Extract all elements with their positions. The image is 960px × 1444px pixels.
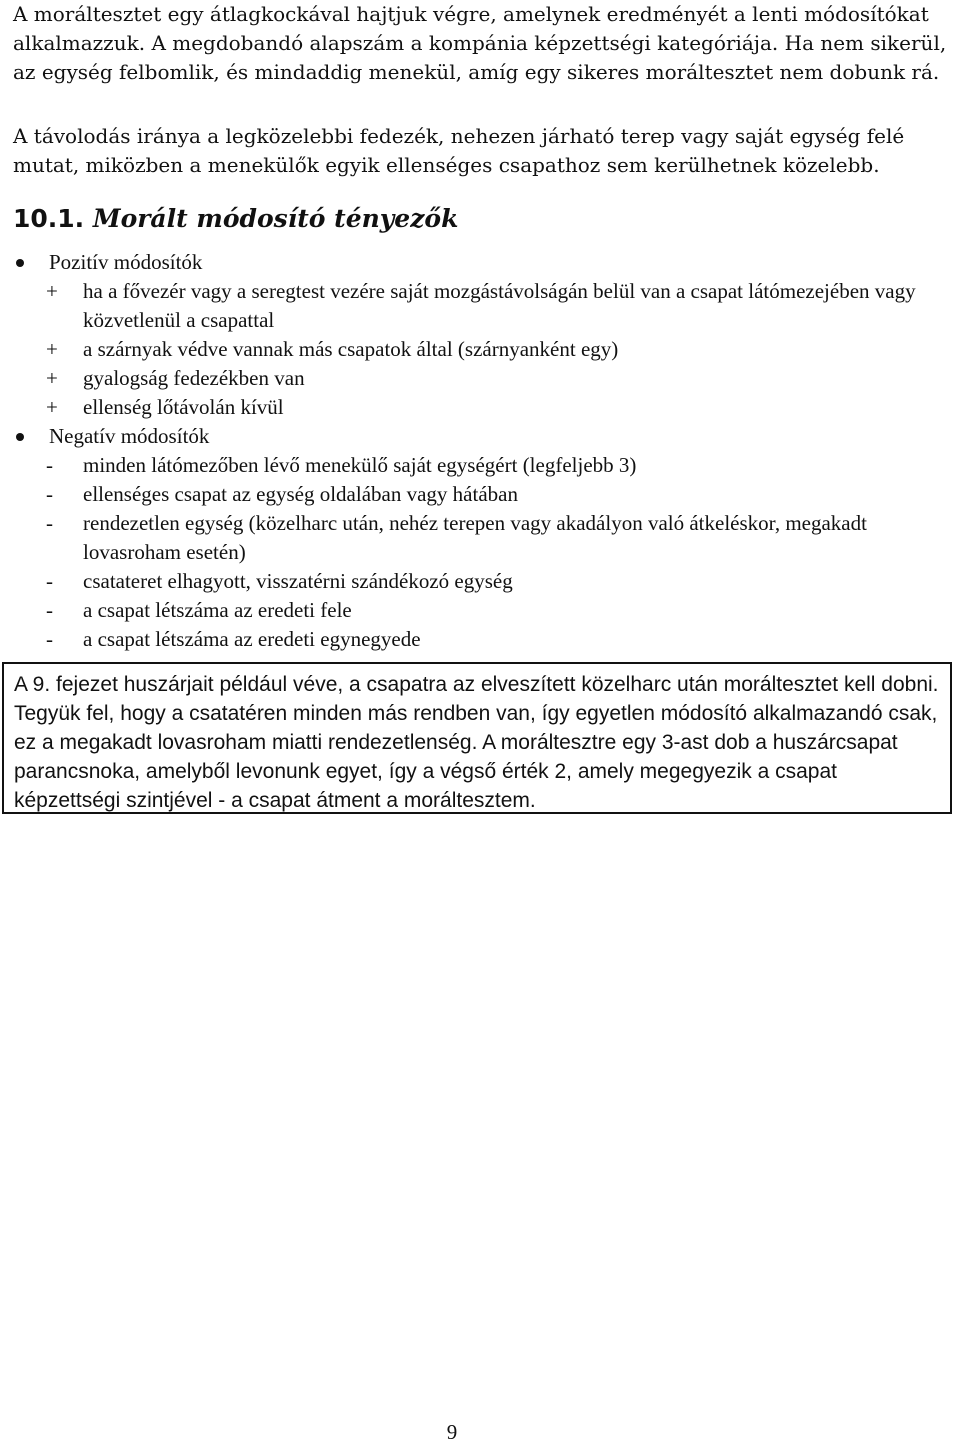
bullet-icon xyxy=(16,259,24,267)
section-title: Morált módosító tényezők xyxy=(92,204,459,233)
list-item-text: ha a fővezér vagy a seregtest vezére saját mozgástávolságán belül van a csapat látómezejében vagy közvetlenül a csapattal xyxy=(83,279,916,332)
intro-paragraph: A moráltesztet egy átlagkockával hajtjuk végre, amelynek eredményét a lenti módosítókat alkalmazzuk. A megdobandó alapszám a kompánia képzettségi kategóriája. Ha nem sikerül, az egység felbomlik, és mindaddig menekül, amíg egy sikeres moráltesztet nem dobunk rá. xyxy=(13,2,947,84)
example-box xyxy=(2,662,952,814)
list-item-text: csatateret elhagyott, visszatérni szándékozó egység xyxy=(83,569,513,593)
plus-marker: + xyxy=(46,279,58,303)
list-item-text: minden látómezőben lévő menekülő saját egységért (legfeljebb 3) xyxy=(83,453,637,477)
list-item-text: a csapat létszáma az eredeti fele xyxy=(83,598,352,622)
list-item xyxy=(13,596,948,625)
list-item-text: rendezetlen egység (közelharc után, nehéz terepen vagy akadályon való átkeléskor, megakadt lovasroham esetén) xyxy=(83,511,867,564)
retreat-direction-paragraph: A távolodás iránya a legközelebbi fedezék, nehezen járható terep vagy saját egység felé mutat, miközben a menekülők egyik ellenséges csapathoz sem kerülhetnek közelebb. xyxy=(13,124,905,177)
section-number: 10.1. xyxy=(13,204,85,233)
list-item xyxy=(13,335,948,364)
list-item xyxy=(13,480,948,509)
negative-heading-label: Negatív módosítók xyxy=(49,424,210,448)
list-item xyxy=(13,567,948,596)
list-item xyxy=(13,364,948,393)
list-item-text: a szárnyak védve vannak más csapatok által (szárnyanként egy) xyxy=(83,337,619,361)
plus-marker: + xyxy=(46,395,58,419)
plus-marker: + xyxy=(46,337,58,361)
example-text: A 9. fejezet huszárjait például véve, a csapatra az elveszített közelharc után moráltesztet kell dobni. Tegyük fel, hogy a csatatéren minden más rendben van, így egyetlen módosító alkalmazandó csak, ez a megakadt lovasroham miatti rendezetlenség. A moráltesztre egy 3-ast dob a huszárcsapat parancsnoka, amelyből levonunk egyet, így a végső érték 2, amely megegyezik a csapat képzettségi szintjével - a csapat átment a moráltesztem. xyxy=(14,673,939,812)
list-item xyxy=(13,451,948,480)
minus-marker: - xyxy=(46,598,53,622)
list-item-text: a csapat létszáma az eredeti egynegyede xyxy=(83,627,421,651)
page-number: 9 xyxy=(446,1420,458,1444)
minus-marker: - xyxy=(46,453,53,477)
positive-heading-label: Pozitív módosítók xyxy=(49,250,203,274)
minus-marker: - xyxy=(46,511,53,535)
minus-marker: - xyxy=(46,569,53,593)
list-item-text: ellenséges csapat az egység oldalában vagy hátában xyxy=(83,482,518,506)
section-heading xyxy=(13,202,458,236)
bullet-icon xyxy=(16,433,24,441)
minus-marker: - xyxy=(46,482,53,506)
positive-modifiers-heading xyxy=(13,248,948,277)
positive-modifiers-list xyxy=(13,248,948,422)
negative-modifiers-list xyxy=(13,422,948,654)
plus-marker: + xyxy=(46,366,58,390)
list-item xyxy=(13,393,948,422)
list-item-text: gyalogság fedezékben van xyxy=(83,366,305,390)
list-item xyxy=(13,625,948,654)
list-item xyxy=(13,509,948,567)
list-item xyxy=(13,277,948,335)
negative-modifiers-heading xyxy=(13,422,948,451)
minus-marker: - xyxy=(46,627,53,651)
list-item-text: ellenség lőtávolán kívül xyxy=(83,395,284,419)
